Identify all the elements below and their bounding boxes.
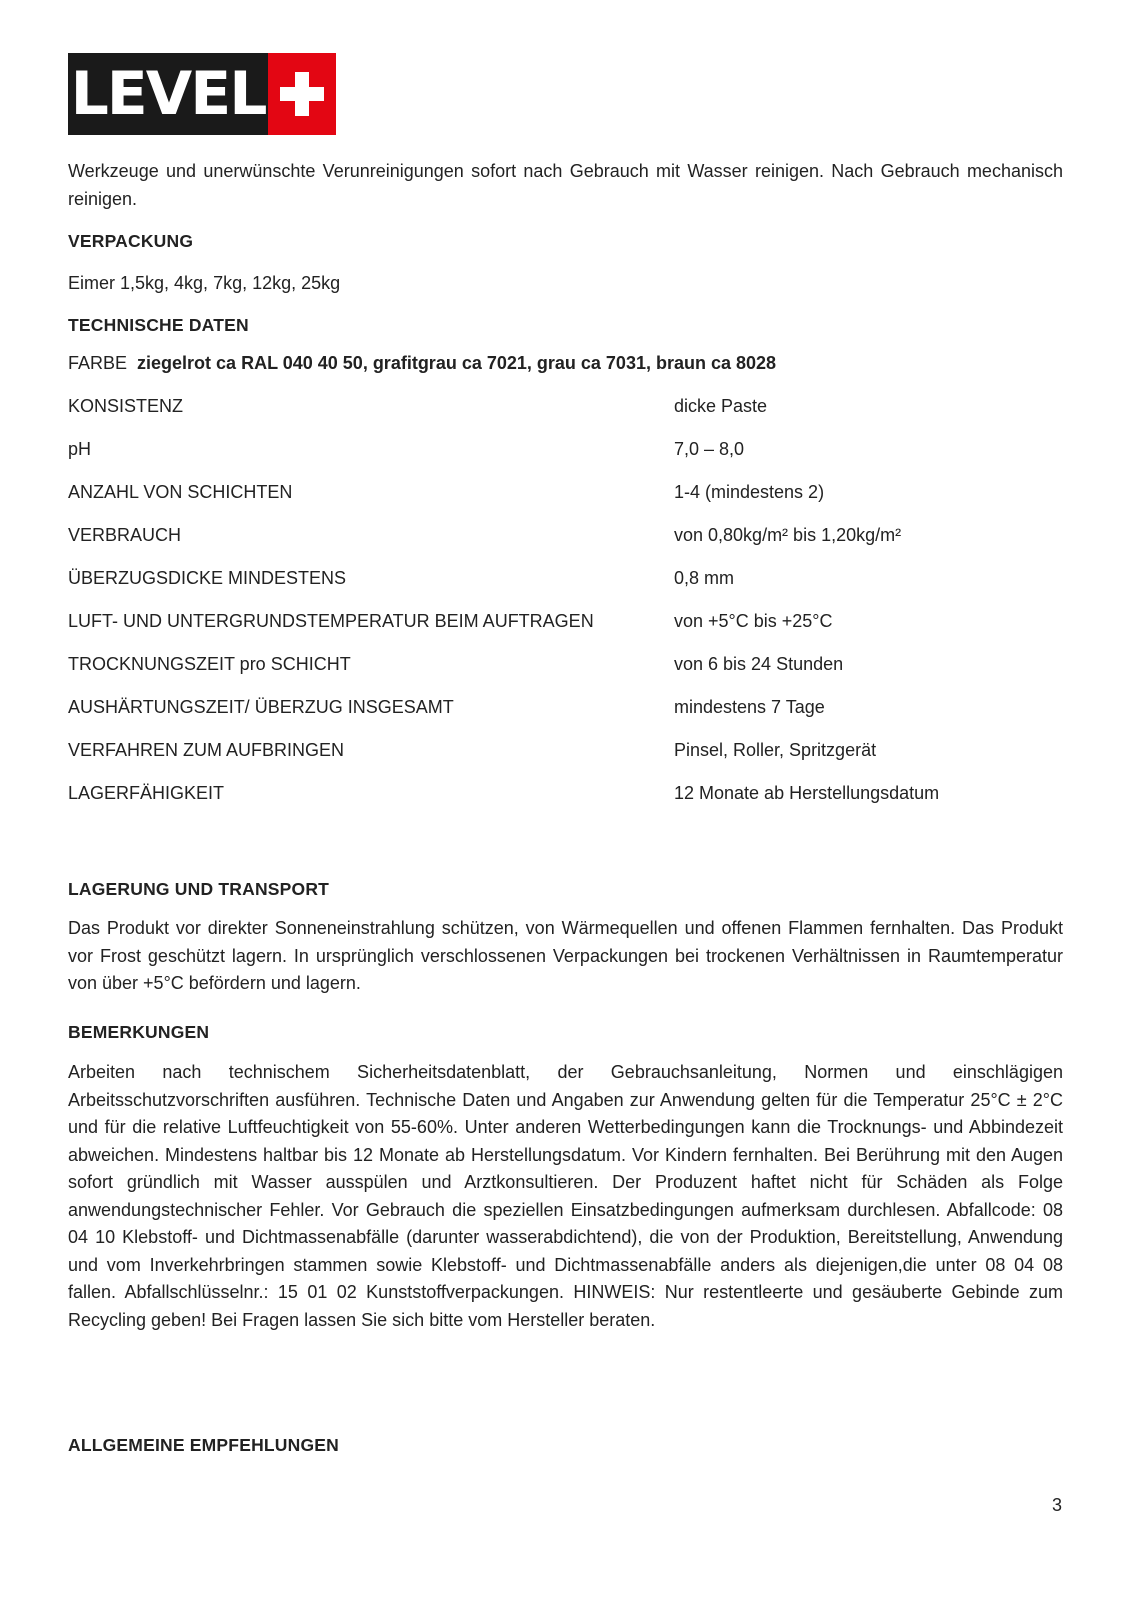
color-value: ziegelrot ca RAL 040 40 50, grafitgrau ca 7021, grau ca 7031, braun ca 8028 bbox=[137, 353, 777, 373]
remarks-heading: BEMERKUNGEN bbox=[68, 1022, 210, 1042]
tech-row-value: 0,8 mm bbox=[674, 568, 735, 588]
tech-row-value: Pinsel, Roller, Spritzgerät bbox=[674, 740, 877, 760]
tech-row-value: mindestens 7 Tage bbox=[674, 697, 825, 717]
tech-row-label: TROCKNUNGSZEIT pro SCHICHT bbox=[68, 654, 351, 674]
tech-row bbox=[68, 525, 1063, 553]
tech-row bbox=[68, 697, 1063, 725]
storage-text: Das Produkt vor direkter Sonneneinstrahlung schützen, von Wärmequellen und offenen Flammen fernhalten. Das Produkt vor Frost geschützt lagern. In ursprünglich verschlossenen Verpackungen bei trockenen Verhältnissen in Raumtemperatur von über +5°C befördern und lagern. bbox=[68, 918, 1063, 993]
tech-row-value: von 0,80kg/m² bis 1,20kg/m² bbox=[674, 525, 902, 545]
tech-row bbox=[68, 654, 1063, 682]
tech-row-label: ÜBERZUGSDICKE MINDESTENS bbox=[68, 568, 347, 588]
tech-row-label: AUSHÄRTUNGSZEIT/ ÜBERZUG INSGESAMT bbox=[68, 697, 454, 717]
tech-row bbox=[68, 783, 1063, 811]
tech-row-label: LUFT- UND UNTERGRUNDSTEMPERATUR BEIM AUFTRAGEN bbox=[68, 611, 594, 631]
tech-row-value: 1-4 (mindestens 2) bbox=[674, 482, 825, 502]
remarks-text: Arbeiten nach technischem Sicherheitsdatenblatt, der Gebrauchsanleitung, Normen und einschlägigen Arbeitsschutzvorschriften ausführen. Technische Daten und Angaben zur Anwendung gelten für die Temperatur 25°C ± 2°C und für die relative Luftfeuchtigkeit von 55-60%. Unter anderen Wetterbedingungen kann die Trocknungs- und Abbindezeit abweichen. Mindestens haltbar bis 12 Monate ab Herstellungsdatum. Vor Kindern fernhalten. Bei Berührung mit den Augen sofort gründlich mit Wasser ausspülen und Arztkonsultieren. Der Produzent haftet nicht für Schäden als Folge anwendungstechnischer Fehler. Vor Gebrauch die speziellen Einsatzbedingungen aufmerksam durchlesen. Abfallcode: 08 04 10 Klebstoff- und Dichtmassenabfälle (darunter wasserabdichtend), die von der Produktion, Bereitstellung, Anwendung und vom Inverkehrbringen stammen sowie Klebstoff- und Dichtmassenabfälle anders als diejenigen,die unter 08 04 08 fallen. Abfallschlüsselnr.: 15 01 02 Kunststoffverpackungen. HINWEIS: Nur restentleerte und gesäuberte Gebinde zum Recycling geben! Bei Fragen lassen Sie sich bitte vom Hersteller beraten. bbox=[68, 1062, 1063, 1330]
tech-row bbox=[68, 568, 1063, 596]
tech-row-value: von +5°C bis +25°C bbox=[674, 611, 833, 631]
tech-row-label: KONSISTENZ bbox=[68, 396, 184, 416]
color-row bbox=[68, 353, 1063, 381]
storage-heading: LAGERUNG UND TRANSPORT bbox=[68, 879, 330, 899]
level-plus-logo bbox=[68, 53, 336, 135]
tech-row-label: VERFAHREN ZUM AUFBRINGEN bbox=[68, 740, 345, 760]
page-number: 3 bbox=[1051, 1495, 1062, 1515]
tech-row-label: pH bbox=[68, 439, 92, 459]
tech-row bbox=[68, 611, 1063, 639]
tech-row bbox=[68, 482, 1063, 510]
tech-row-label: ANZAHL VON SCHICHTEN bbox=[68, 482, 293, 502]
tech-row-value: dicke Paste bbox=[674, 396, 768, 416]
packaging-heading: VERPACKUNG bbox=[68, 231, 194, 251]
intro-paragraph: Werkzeuge und unerwünschte Verunreinigungen sofort nach Gebrauch mit Wasser reinigen. Nach Gebrauch mechanisch reinigen. bbox=[68, 161, 1063, 209]
tech-row-label: VERBRAUCH bbox=[68, 525, 182, 545]
logo-text: LEVEL bbox=[68, 53, 268, 135]
tech-row-value: 7,0 – 8,0 bbox=[674, 439, 745, 459]
tech-row-label: LAGERFÄHIGKEIT bbox=[68, 783, 225, 803]
plus-icon bbox=[268, 53, 336, 135]
general-heading: ALLGEMEINE EMPFEHLUNGEN bbox=[68, 1435, 339, 1455]
tech-row-value: von 6 bis 24 Stunden bbox=[674, 654, 844, 674]
packaging-text: Eimer 1,5kg, 4kg, 7kg, 12kg, 25kg bbox=[68, 273, 341, 293]
tech-row bbox=[68, 740, 1063, 768]
tech-row-value: 12 Monate ab Herstellungsdatum bbox=[674, 783, 940, 803]
tech-row bbox=[68, 396, 1063, 424]
tech-row bbox=[68, 439, 1063, 467]
technical-heading: TECHNISCHE DATEN bbox=[68, 315, 249, 335]
color-label: FARBE bbox=[68, 353, 128, 373]
